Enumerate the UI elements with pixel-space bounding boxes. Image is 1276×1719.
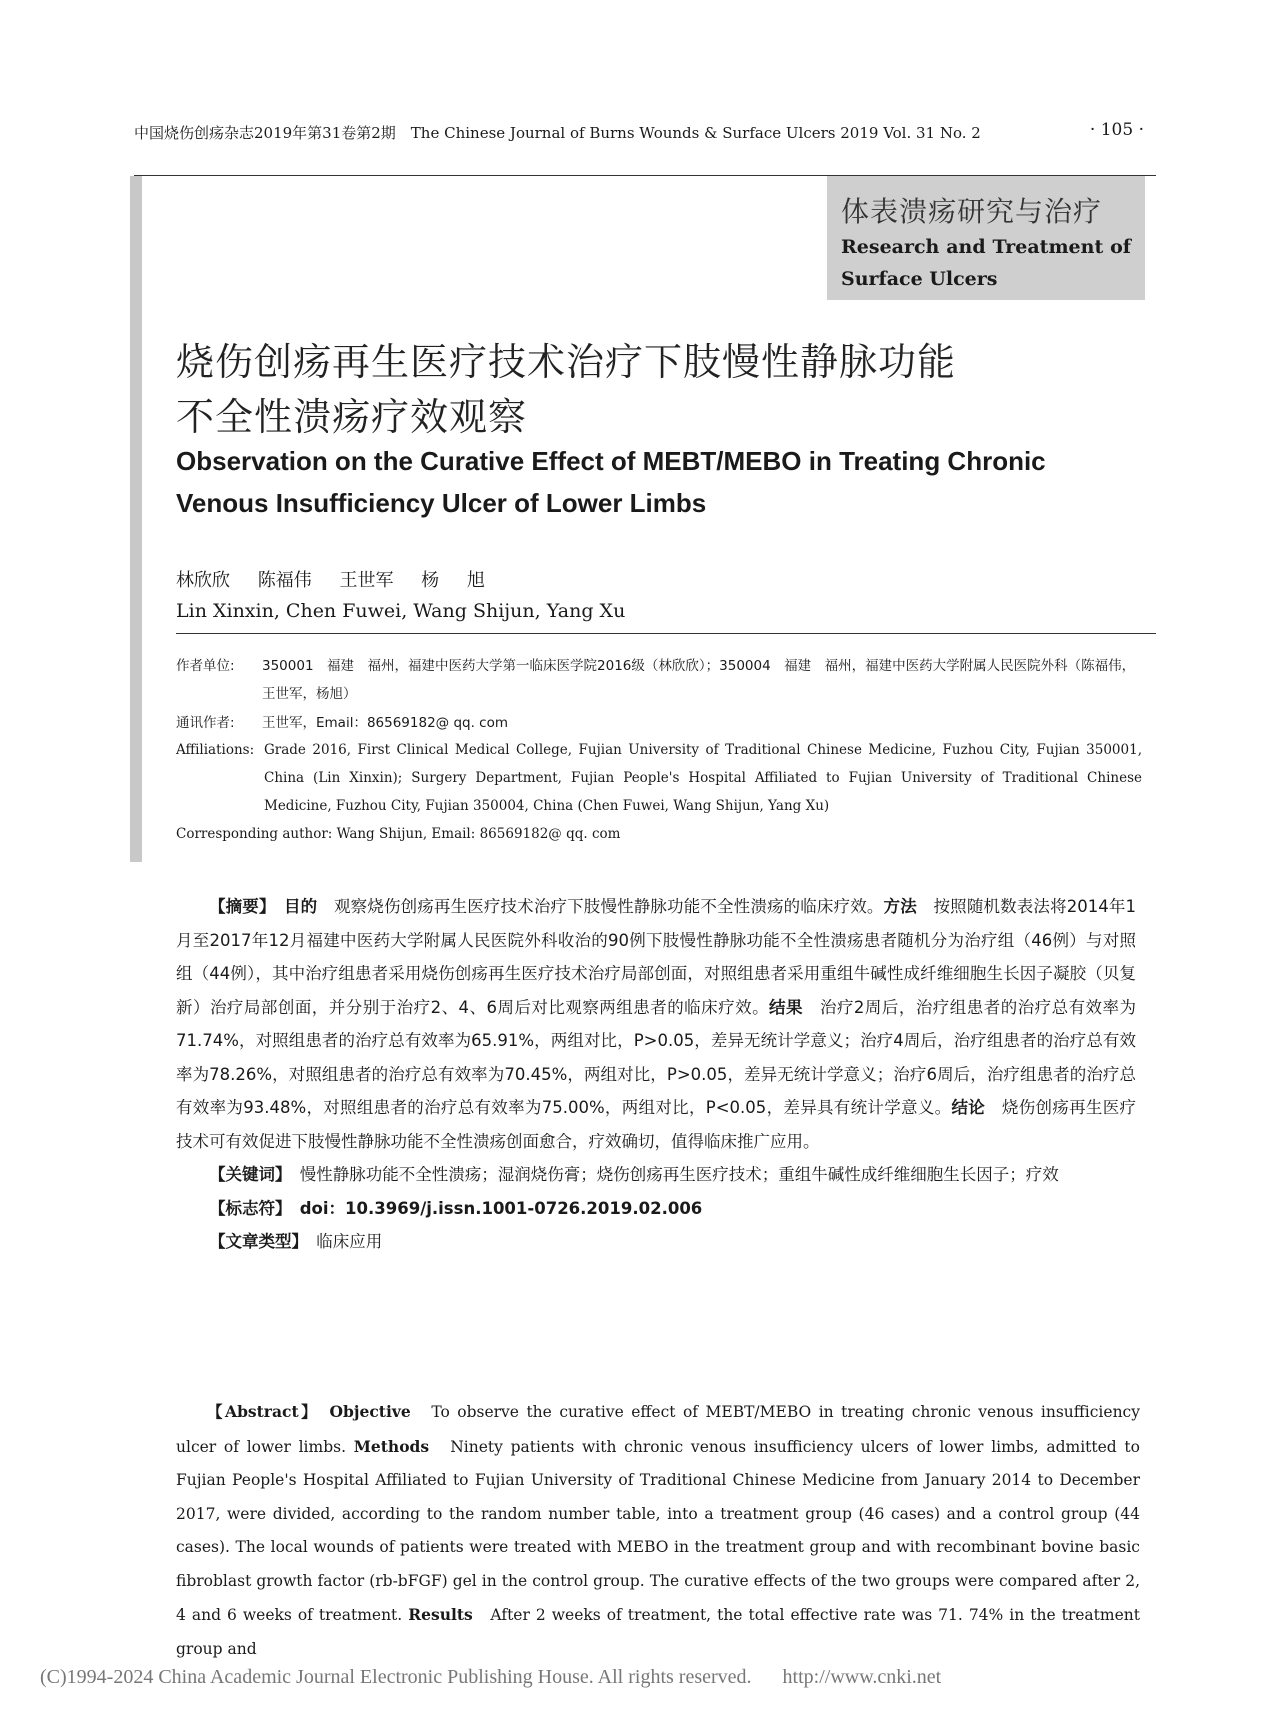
copyright-footer (40, 1666, 1240, 1689)
article-type-line (176, 1225, 1136, 1259)
abstract-cn (176, 890, 1136, 1259)
column-word: of (1110, 236, 1131, 258)
cnki-url[interactable]: http://www.cnki.net (782, 1666, 942, 1688)
column-word: Research (841, 236, 940, 258)
affiliation-en (176, 736, 1156, 820)
journal-citation: 中国烧伤创疡杂志2019年第31卷第2期 The Chinese Journal of Burns Wounds & Surface Ulcers 2019 Vol. 31 No. 2 (134, 124, 981, 142)
corresponding-en: Corresponding author: Wang Shijun, Email: 86569182@ qq. com (176, 826, 621, 842)
column-word: and (946, 236, 986, 258)
abstract-en-label: 【Abstract】 (207, 1402, 312, 1421)
abstract-cn-label: 【摘要】 (209, 897, 268, 916)
conclusion-text: 烧伤创疡再生医疗技术可有效促进下肢慢性静脉功能不全性溃疡创面愈合，疗效确切，值得临床推广应用。 (176, 1098, 1137, 1151)
methods-text: 按照随机数表法将2014年1月至2017年12月福建中医药大学附属人民医院外科收治的90例下肢慢性静脉功能不全性溃疡患者随机分为治疗组（46例）与对照组（44例），其中治疗组患者采用烧伤创疡再生医疗技术治疗局部创面，对照组患者采用重组牛碱性成纤维细胞生长因子凝胶（贝复新）治疗局部创面，并分别于治疗2、4、6周后对比观察两组患者的临床疗效。 (176, 897, 1137, 1017)
abstract-en-paragraph (176, 1395, 1140, 1666)
objective-en-label: Objective (329, 1402, 411, 1421)
affiliation-cn-text: 350001 福建 福州，福建中医药大学第一临床医学院2016级（林欣欣）；350004 福建 福州，福建中医药大学附属人民医院外科（陈福伟，王世军，杨旭） (262, 658, 1136, 702)
objective-label: 目的 (284, 897, 318, 916)
page-number: · 105 · (1089, 120, 1144, 140)
keywords-label: 【关键词】 (209, 1165, 284, 1184)
doi-text: doi：10.3969/j.issn.1001-0726.2019.02.006 (299, 1198, 703, 1218)
results-en-text: After 2 weeks of treatment, the total effective rate was 71. 74% in the treatment group and (176, 1606, 1140, 1658)
doi-line (176, 1192, 1136, 1226)
column-title-en-line1 (841, 236, 1131, 258)
article-title-cn (176, 335, 956, 445)
title-en-line: Observation on the Curative Effect of MEBT/MEBO in Treating Chronic (176, 446, 1046, 476)
column-title-cn: 体表溃疡研究与治疗 (841, 195, 1103, 228)
results-text: 治疗2周后，治疗组患者的治疗总有效率为71.74%，对照组患者的治疗总有效率为65.91%，两组对比，P>0.05，差异无统计学意义；治疗4周后，治疗组患者的治疗总有效率为78.26%，对照组患者的治疗总有效率为70.45%，两组对比，P>0.05，差异无统计学意义；治疗6周后，治疗组患者的治疗总有效率为93.48%，对照组患者的治疗总有效率为75.00%，两组对比，P<0.05，差异具有统计学意义。 (176, 997, 1137, 1117)
doi-label: 【标志符】 (209, 1198, 284, 1218)
corresponding-cn (176, 709, 1156, 737)
affiliation-en-text: Grade 2016, First Clinical Medical College, Fujian University of Traditional Chinese Medicine, Fuzhou City, Fujian 350001, China (Lin Xinxin); Surgery Department, Fujian People's Hospital Affiliated to Fujian University of Traditional Chinese Medicine, Fuzhou City, Fujian 350004, China (Chen Fuwei, Wang Shijun, Yang Xu) (264, 742, 1142, 814)
results-label: 结果 (769, 997, 803, 1017)
article-title-en (176, 440, 1136, 524)
keywords-line (176, 1158, 1136, 1192)
authors-en: Lin Xinxin, Chen Fuwei, Wang Shijun, Yang Xu (176, 600, 626, 622)
conclusion-label: 结论 (951, 1098, 986, 1117)
copyright-text: (C)1994-2024 China Academic Journal Electronic Publishing House. All rights reserved. (40, 1666, 752, 1688)
affiliation-cn (176, 652, 1156, 708)
affiliation-cn-label: 作者单位: (176, 658, 235, 674)
corresponding-cn-text: 王世军，Email：86569182@ qq. com (262, 715, 509, 731)
running-header (134, 120, 1144, 144)
article-type-label: 【文章类型】 (209, 1232, 300, 1251)
keywords-text: 慢性静脉功能不全性溃疡；湿润烧伤膏；烧伤创疡再生医疗技术；重组牛碱性成纤维细胞生长因子；疗效 (299, 1165, 1059, 1184)
title-en-line: Venous Insufficiency Ulcer of Lower Limbs (176, 488, 707, 518)
objective-text: 观察烧伤创疡再生医疗技术治疗下肢慢性静脉功能不全性溃疡的临床疗效。 (334, 897, 884, 916)
methods-label: 方法 (883, 897, 917, 916)
methods-en-text: Ninety patients with chronic venous insufficiency ulcers of lower limbs, admitted to Fujian People's Hospital Affiliated to Fujian University of Traditional Chinese Medicine from January 2014 to December 2017, were divided, according to the random number table, into a treatment group (46 cases) and a control group (44 cases). The local wounds of patients were treated with MEBO in the treatment group and with recombinant bovine basic fibroblast growth factor (rb-bFGF) gel in the control group. The curative effects of the two groups were compared after 2, 4 and 6 weeks of treatment. (176, 1437, 1140, 1624)
corresponding-cn-label: 通讯作者: (176, 715, 235, 731)
title-cn-line: 不全性溃疡疗效观察 (176, 395, 528, 439)
title-cn-line: 烧伤创疡再生医疗技术治疗下肢慢性静脉功能 (176, 340, 957, 384)
methods-en-label: Methods (353, 1436, 430, 1456)
results-en-label: Results (408, 1605, 473, 1624)
affiliation-en-label: Affiliations: (176, 742, 255, 758)
section-rule (176, 633, 1156, 634)
abstract-en (176, 1395, 1140, 1666)
column-title-en-line2: Surface Ulcers (841, 268, 998, 290)
column-box (827, 176, 1145, 300)
left-decorative-bar (130, 176, 142, 862)
authors-cn: 林欣欣 陈福伟 王世军 杨 旭 (176, 570, 485, 591)
article-type-text: 临床应用 (316, 1232, 383, 1251)
objective-en-text: To observe the curative effect of MEBT/MEBO in treating chronic venous insufficiency ulcer of lower limbs. (176, 1403, 1140, 1456)
column-word: Treatment (992, 236, 1104, 258)
abstract-cn-paragraph (176, 890, 1136, 1158)
